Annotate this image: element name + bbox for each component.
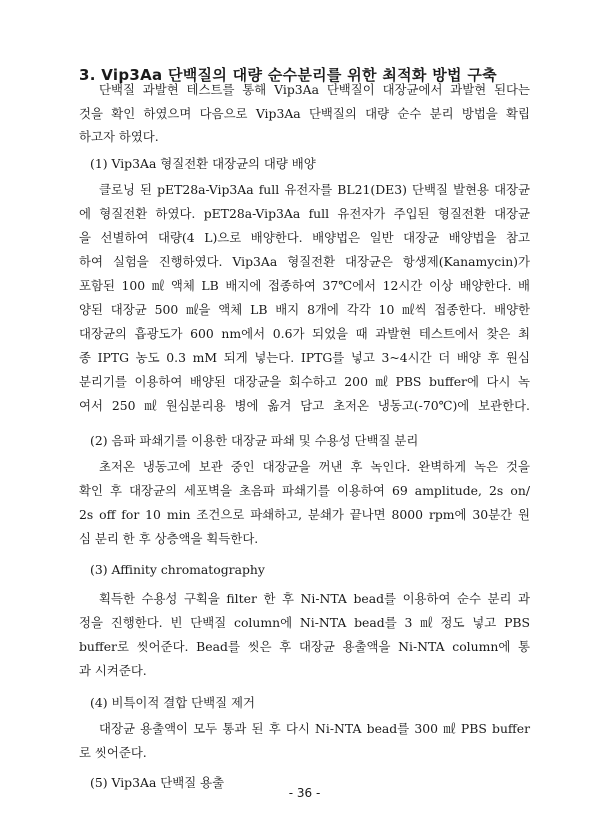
paragraph-line: 포함된 100 ㎖ 액체 LB 배지에 접종하여 37℃에서 12시간 이상 배양한다. 배 <box>79 278 530 293</box>
subsection-heading: (5) Vip3Aa 단백질 용출 <box>90 775 225 790</box>
paragraph-line: 을 선별하여 대량(4 L)으로 배양한다. 배양법은 일반 대장균 배양법을 참고 <box>79 230 530 245</box>
paragraph-line: 대장균 용출액이 모두 통과 된 후 다시 Ni-NTA bead를 300 ㎖ PBS buffer <box>99 721 530 736</box>
paragraph-line: 초저온 냉동고에 보관 중인 대장균을 꺼낸 후 녹인다. 완벽하게 녹은 것을 <box>99 459 530 474</box>
subsection-heading: (4) 비특이적 결합 단백질 제거 <box>90 695 255 710</box>
paragraph-line: 분리기를 이용하여 배양된 대장균을 회수하고 200 ㎖ PBS buffer에 다시 녹 <box>79 374 530 389</box>
intro-line: 것을 확인 하였으며 다음으로 Vip3Aa 단백질의 대량 순수 분리 방법을 확립 <box>79 106 530 121</box>
paragraph-line: 확인 후 대장균의 세포벽을 초음파 파쇄기를 이용하여 69 amplitude, 2s on/ <box>79 483 530 498</box>
intro-line: 단백질 과발현 테스트를 통해 Vip3Aa 단백질이 대장균에서 과발현 된다는 <box>99 82 530 97</box>
paragraph-line: 하여 실험을 진행하였다. Vip3Aa 형질전환 대장균은 항생제(Kanamycin)가 <box>79 254 530 269</box>
paragraph-line: 클로닝 된 pET28a-Vip3Aa full 유전자를 BL21(DE3) 단백질 발현용 대장균 <box>99 182 530 197</box>
paragraph-line: buffer로 씻어준다. Bead를 씻은 후 대장균 용출액을 Ni-NTA column에 통 <box>79 639 530 654</box>
paragraph-line: 대장균의 흡광도가 600 nm에서 0.6가 되었을 때 과발현 테스트에서 찾은 최 <box>79 326 530 341</box>
paragraph-line: 2s off for 10 min 조건으로 파쇄하고, 분쇄가 끝나면 8000 rpm에 30분간 원 <box>79 507 530 522</box>
paragraph-line: 과 시켜준다. <box>79 663 147 678</box>
paragraph-line: 여서 250 ㎖ 원심분리용 병에 옮겨 담고 초저온 냉동고(-70℃)에 보관한다. <box>79 398 530 413</box>
paragraph-line: 심 분리 한 후 상층액을 획득한다. <box>79 531 259 546</box>
section-title: 3. Vip3Aa 단백질의 대량 순수분리를 위한 최적화 방법 구축 <box>79 66 497 84</box>
intro-line: 하고자 하였다. <box>79 129 159 144</box>
paragraph-line: 정을 진행한다. 빈 단백질 column에 Ni-NTA bead를 3 ㎖ 정도 넣고 PBS <box>79 615 530 630</box>
paragraph-line: 종 IPTG 농도 0.3 mM 되게 넣는다. IPTG를 넣고 3~4시간 더 배양 후 원심 <box>79 350 530 365</box>
subsection-heading: (3) Affinity chromatography <box>90 562 265 577</box>
paragraph-line: 로 씻어준다. <box>79 745 147 760</box>
paragraph-line: 에 형질전환 하였다. pET28a-Vip3Aa full 유전자가 주입된 형질전환 대장균 <box>79 206 530 221</box>
paragraph-line: 획득한 수용성 구획을 filter 한 후 Ni-NTA bead를 이용하여 순수 분리 과 <box>99 591 530 606</box>
subsection-heading: (2) 음파 파쇄기를 이용한 대장균 파쇄 및 수용성 단백질 분리 <box>90 433 419 448</box>
page-number: - 36 - <box>288 786 321 800</box>
paragraph-line: 양된 대장균 500 ㎖을 액체 LB 배지 8개에 각각 10 ㎖씩 접종한다. 배양한 <box>79 302 530 317</box>
subsection-heading: (1) Vip3Aa 형질전환 대장균의 대량 배양 <box>90 156 316 171</box>
